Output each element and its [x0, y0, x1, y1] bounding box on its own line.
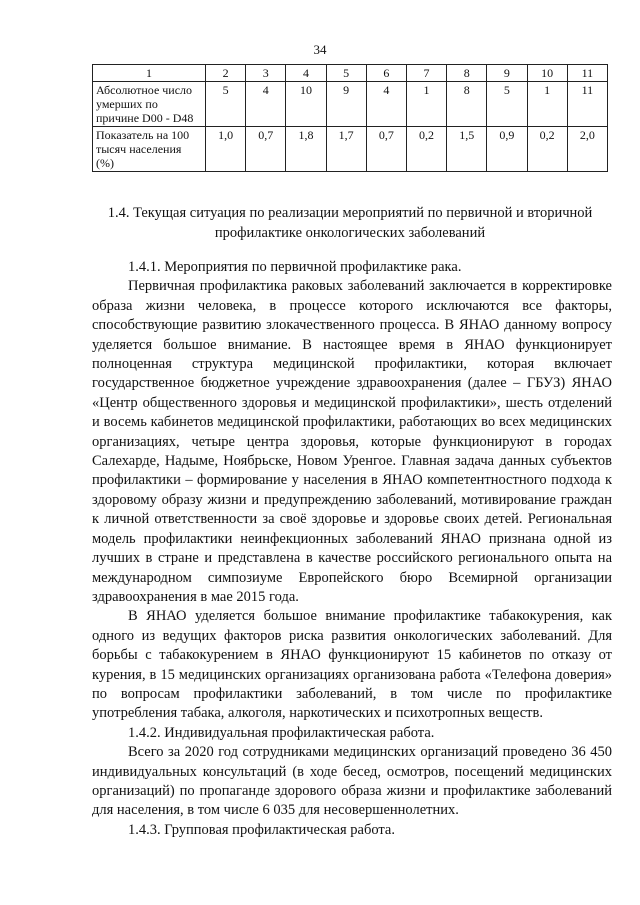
table-cell: 1	[527, 82, 567, 127]
table-header-cell: 6	[366, 65, 406, 82]
table-header-cell: 5	[326, 65, 366, 82]
subsection-heading: 1.4.2. Индивидуальная профилактическая работа.	[128, 724, 435, 741]
table-header-cell: 8	[447, 65, 487, 82]
paragraph: Первичная профилактика раковых заболеваний заключается в корректировке образа жизни человека, в процессе которого исключаются все факторы, способствующие развитию злокачественного процесса. В ЯНАО данному вопросу уделяется большое внимание. В настоящее время в ЯНАО функционирует полноценная структура медицинской профилактики, которая включает государственное бюджетное учреждение здравоохранения (далее – ГБУЗ) ЯНАО «Центр общественного здоровья и медицинской профилактики», шесть отделений и восемь кабинетов медицинской профилактики, работающих во всех медицинских организациях, четыре центра здоровья, которые функционируют в городах Салехарде, Надыме, Ноябрьске, Новом Уренгое. Главная задача данных субъектов профилактики – формирование у населения в ЯНАО компетентностного подхода к здоровому образу жизни и предупреждению заболеваний, мотивирование граждан к личной ответственности за своё здоровье и здоровье своих детей. Региональная модель профилактики неинфекционных заболеваний ЯНАО признана одной из лучших в стране и представлена в качестве российского регионального опыта на международном симпозиуме Европейского бюро Всемирной организации здравоохранения в мае 2015 года.	[92, 278, 612, 605]
table-cell: 9	[326, 82, 366, 127]
table-cell: 5	[487, 82, 527, 127]
table-cell: 1	[406, 82, 446, 127]
table-header-cell: 7	[406, 65, 446, 82]
table-cell: 11	[567, 82, 607, 127]
body-text	[92, 258, 612, 840]
table-header-cell: 2	[206, 65, 246, 82]
table-cell: 0,9	[487, 127, 527, 172]
table-cell: 1,8	[286, 127, 326, 172]
table-row	[93, 127, 608, 172]
subsection-heading: 1.4.1. Мероприятия по первичной профилактике рака.	[128, 259, 462, 275]
table-header-cell: 9	[487, 65, 527, 82]
table-cell: 1,7	[326, 127, 366, 172]
table-cell: 0,2	[406, 127, 446, 172]
table-header-cell: 10	[527, 65, 567, 82]
table-cell: 5	[206, 82, 246, 127]
table-row-label: Показатель на 100 тысяч населения (%)	[93, 127, 206, 172]
section-heading: 1.4. Текущая ситуация по реализации мероприятий по первичной и вторичной профилактике онкологических заболеваний	[107, 205, 593, 241]
table-cell: 4	[366, 82, 406, 127]
table-cell: 2,0	[567, 127, 607, 172]
table-header-row	[93, 65, 608, 82]
table-cell: 8	[447, 82, 487, 127]
table-header-cell: 11	[567, 65, 607, 82]
paragraph: Всего за 2020 год сотрудниками медицинских организаций проведено 36 450 индивидуальных консультаций (в ходе бесед, осмотров, посещений медицинских организаций) по пропаганде здорового образа жизни и профилактике заболеваний для населения, в том числе 6 035 для несовершеннолетних.	[92, 744, 612, 819]
table-cell: 10	[286, 82, 326, 127]
table-header-cell: 3	[246, 65, 286, 82]
table-cell: 0,2	[527, 127, 567, 172]
table-cell: 1,5	[447, 127, 487, 172]
paragraph: В ЯНАО уделяется большое внимание профилактике табакокурения, как одного из ведущих факторов риска развития онкологических заболеваний. Для борьбы с табакокурением в ЯНАО функционируют 15 кабинетов по отказу от курения, в 15 медицинских организациях организована работа «Телефона доверия» по вопросам профилактики заболеваний, в том числе по профилактике употребления табака, алкоголя, наркотических и психотропных веществ.	[92, 608, 612, 722]
table-cell: 1,0	[206, 127, 246, 172]
subsection-heading: 1.4.3. Групповая профилактическая работа.	[128, 821, 395, 838]
table-row	[93, 82, 608, 127]
table-header-cell: 1	[93, 65, 206, 82]
mortality-table	[92, 64, 608, 172]
table-cell: 0,7	[366, 127, 406, 172]
table-cell: 4	[246, 82, 286, 127]
page-number: 34	[313, 42, 327, 57]
table-row-label: Абсолютное число умерших по причине D00 - D48	[93, 82, 206, 127]
table-header-cell: 4	[286, 65, 326, 82]
table-cell: 0,7	[246, 127, 286, 172]
